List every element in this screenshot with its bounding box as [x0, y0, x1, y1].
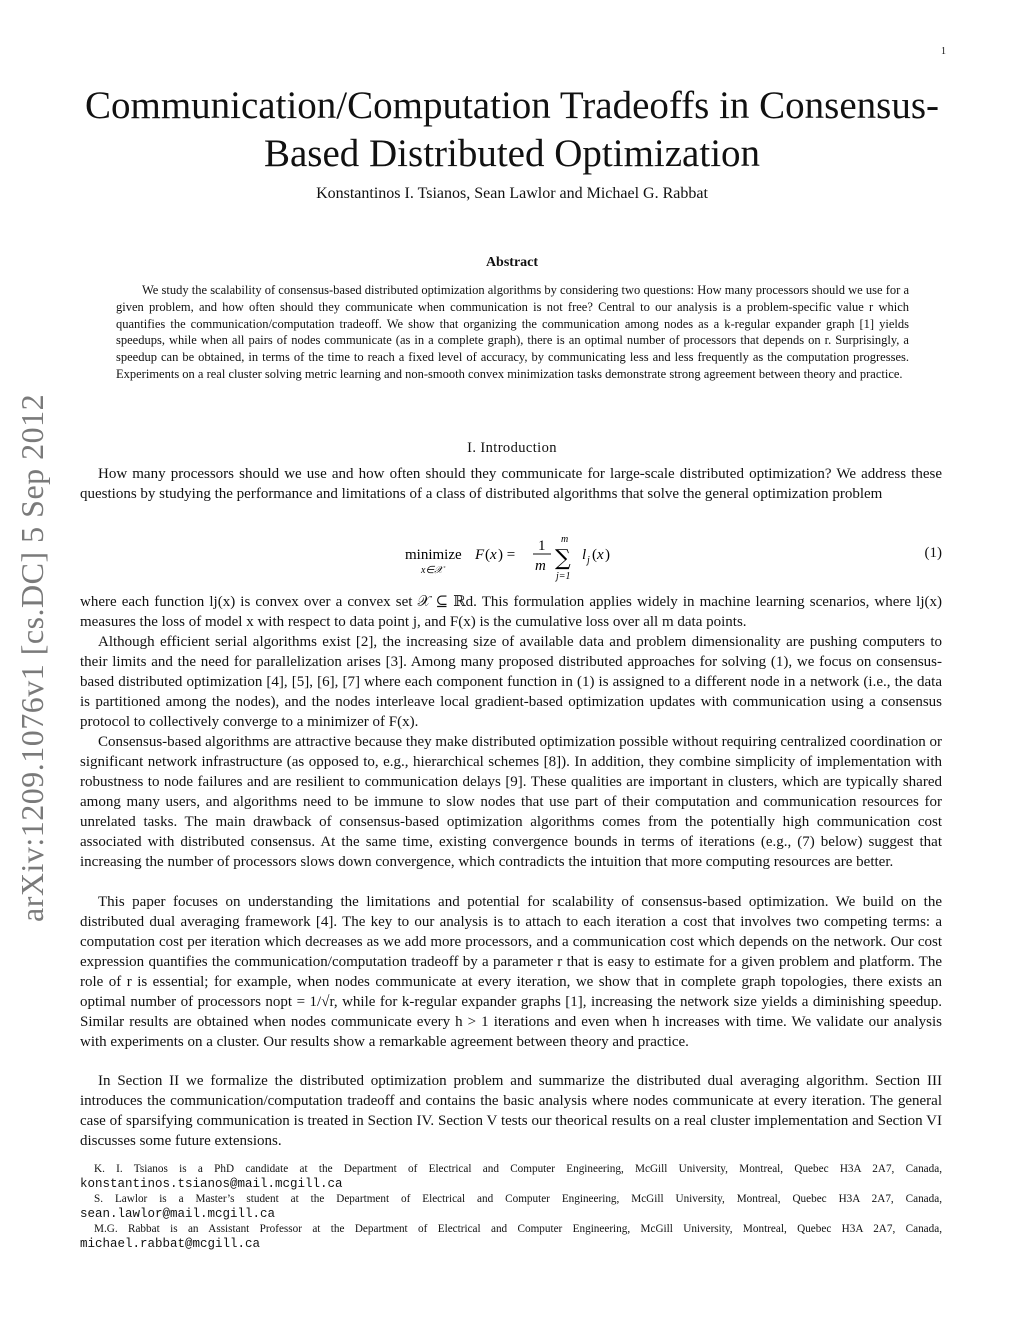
svg-text:j=1: j=1 — [556, 571, 571, 582]
page-number: 1 — [941, 46, 946, 57]
footnote-text: K. I. Tsianos is a PhD candidate at the Department of Electrical and Computer Engineering, McGill University, Montreal, Quebec H3A 2A7, Canada, — [94, 1163, 942, 1175]
svg-text:F: F — [475, 547, 485, 563]
footnote-text: S. Lawlor is a Master’s student at the Department of Electrical and Computer Engineering, McGill University, Montreal, Quebec H3A 2A7, Canada, — [94, 1193, 942, 1205]
arxiv-stamp: arXiv:1209.1076v1 [cs.DC] 5 Sep 2012 — [14, 393, 50, 922]
svg-text:x: x — [597, 547, 604, 563]
svg-text:j: j — [587, 555, 590, 566]
svg-text:minimize: minimize — [405, 547, 462, 563]
intro-paragraph-5: This paper focuses on understanding the limitations and potential for scalability of consensus-based optimization. We build on the distributed dual averaging framework [4]. The key to our analysis is to attach to each iteration a cost that involves two competing terms: a computation cost per iteration which decreases as we add more processors, and a communication cost which depends on the network. Our cost expression quantifies the communication/computation tradeoff by a parameter r that is easy to estimate for a given problem and platform. The role of r is essential; for example, when nodes communicate at every iteration, we show that in complete graph topologies, there exists an optimal number of processors nopt = 1/√r, while for k-regular expander graphs [1], increasing the network size yields a diminishing speedup. Similar results are obtained when nodes communicate every h > 1 iterations and even when h increases with time. We validate our analysis with experiments on a cluster. Our results show a remarkable agreement between theory and practice. — [80, 894, 942, 1050]
svg-text:m: m — [535, 558, 546, 574]
intro-paragraph-4: Consensus-based algorithms are attractive because they make distributed optimization possible without requiring centralized coordination or significant network infrastructure (as opposed to, e.g., hierarchical schemes [8]). In addition, they combine simplicity of implementation with robustness to node failures and are resilient to communication delays [9]. These qualities are important in clusters, which are typically shared among many users, and algorithms need to be immune to slow nodes that use part of their computation and communication resources for unrelated tasks. The main drawback of consensus-based optimization algorithms comes from the potentially high communication cost associated with distributed consensus. At the same time, existing convergence bounds in terms of iterations (e.g., (7) below) suggest that increasing the number of processors slows down convergence, which contradicts the intuition that more computing resources are better. — [80, 734, 942, 870]
intro-paragraph-6: In Section II we formalize the distributed optimization problem and summarize the distributed dual averaging algorithm. Section III introduces the communication/computation tradeoff and contains the basic analysis where nodes communicate at every iteration. The general case of sparsifying communication is treated in Section IV. Section V tests our theorical results on a real cluster implementation and Section VI discusses some future extensions. — [80, 1073, 942, 1149]
footnote-text: M.G. Rabbat is an Assistant Professor at the Department of Electrical and Computer Engineering, McGill University, Montreal, Quebec H3A 2A7, Canada, — [94, 1223, 942, 1235]
email-link[interactable]: sean.lawlor@mail.mcgill.ca — [80, 1207, 276, 1221]
svg-text:m: m — [561, 534, 569, 545]
section-heading-introduction: I. Introduction — [467, 440, 557, 456]
email-link[interactable]: michael.rabbat@mcgill.ca — [80, 1237, 261, 1251]
footnote-lawlor — [80, 1192, 942, 1222]
paper-title: Communication/Computation Tradeoffs in Consensus-Based Distributed Optimization — [84, 84, 940, 175]
svg-text:x: x — [490, 547, 497, 563]
svg-text:) =: ) = — [498, 547, 516, 563]
equation-1 — [80, 532, 942, 584]
author-footnotes — [80, 1162, 942, 1252]
svg-text:∑: ∑ — [555, 546, 571, 571]
svg-text:l: l — [582, 547, 587, 563]
email-link[interactable]: konstantinos.tsianos@mail.mcgill.ca — [80, 1177, 343, 1191]
footnote-rabbat — [80, 1222, 942, 1252]
svg-text:1: 1 — [538, 538, 546, 554]
intro-paragraph-1: How many processors should we use and how often should they communicate for large-scale distributed optimization? We address these questions by studying the performance and limitations of a class of distributed algorithms that solve the general optimization problem — [80, 466, 942, 502]
abstract-heading: Abstract — [485, 255, 539, 270]
svg-text:(: ( — [485, 547, 490, 563]
intro-paragraph-2: where each function lj(x) is convex over a convex set 𝒳 ⊆ ℝd. This formulation applies widely in machine learning scenarios, where lj(x) measures the loss of model x with respect to data point j, and F(x) is the cumulative loss over all m data points. — [80, 594, 942, 630]
svg-text:x∈𝒳: x∈𝒳 — [421, 565, 443, 576]
abstract-text: We study the scalability of consensus-based distributed optimization algorithms by considering two questions: How many processors should we use for a given problem, and how often should they communicate when communication is not free? Central to our analysis is a problem-specific value r which quantifies the communication/computation tradeoff. We show that organizing the communication among nodes as a k-regular expander graph [1] yields speedups, while when all pairs of nodes communicate (as in a complete graph), there is an optimal number of processors that depends on r. Surprisingly, a speedup can be obtained, in terms of the time to reach a fixed level of accuracy, by communicating less and less frequently as the computation progresses. Experiments on a real cluster solving metric learning and non-smooth convex minimization tasks demonstrate strong agreement between theory and practice. — [116, 283, 909, 381]
footnote-tsianos — [80, 1162, 942, 1192]
equation-rendering — [405, 532, 705, 584]
author-list: Konstantinos I. Tsianos, Sean Lawlor and Michael G. Rabbat — [316, 185, 708, 202]
equation-number: (1) — [924, 545, 942, 561]
svg-text:): ) — [605, 547, 610, 563]
svg-text:(: ( — [592, 547, 597, 563]
intro-paragraph-3: Although efficient serial algorithms exist [2], the increasing size of available data and problem dimensionality are pushing computers to their limits and the need for parallelization arises [3]. Among many proposed distributed approaches for solving (1), we focus on consensus-based distributed optimization [4], [5], [6], [7] where each component function in (1) is assigned to a different node in a network (i.e., the data is partitioned among the nodes), and the nodes interleave local gradient-based optimization updates with communication using a consensus protocol to collectively converge to a minimizer of F(x). — [80, 634, 942, 730]
